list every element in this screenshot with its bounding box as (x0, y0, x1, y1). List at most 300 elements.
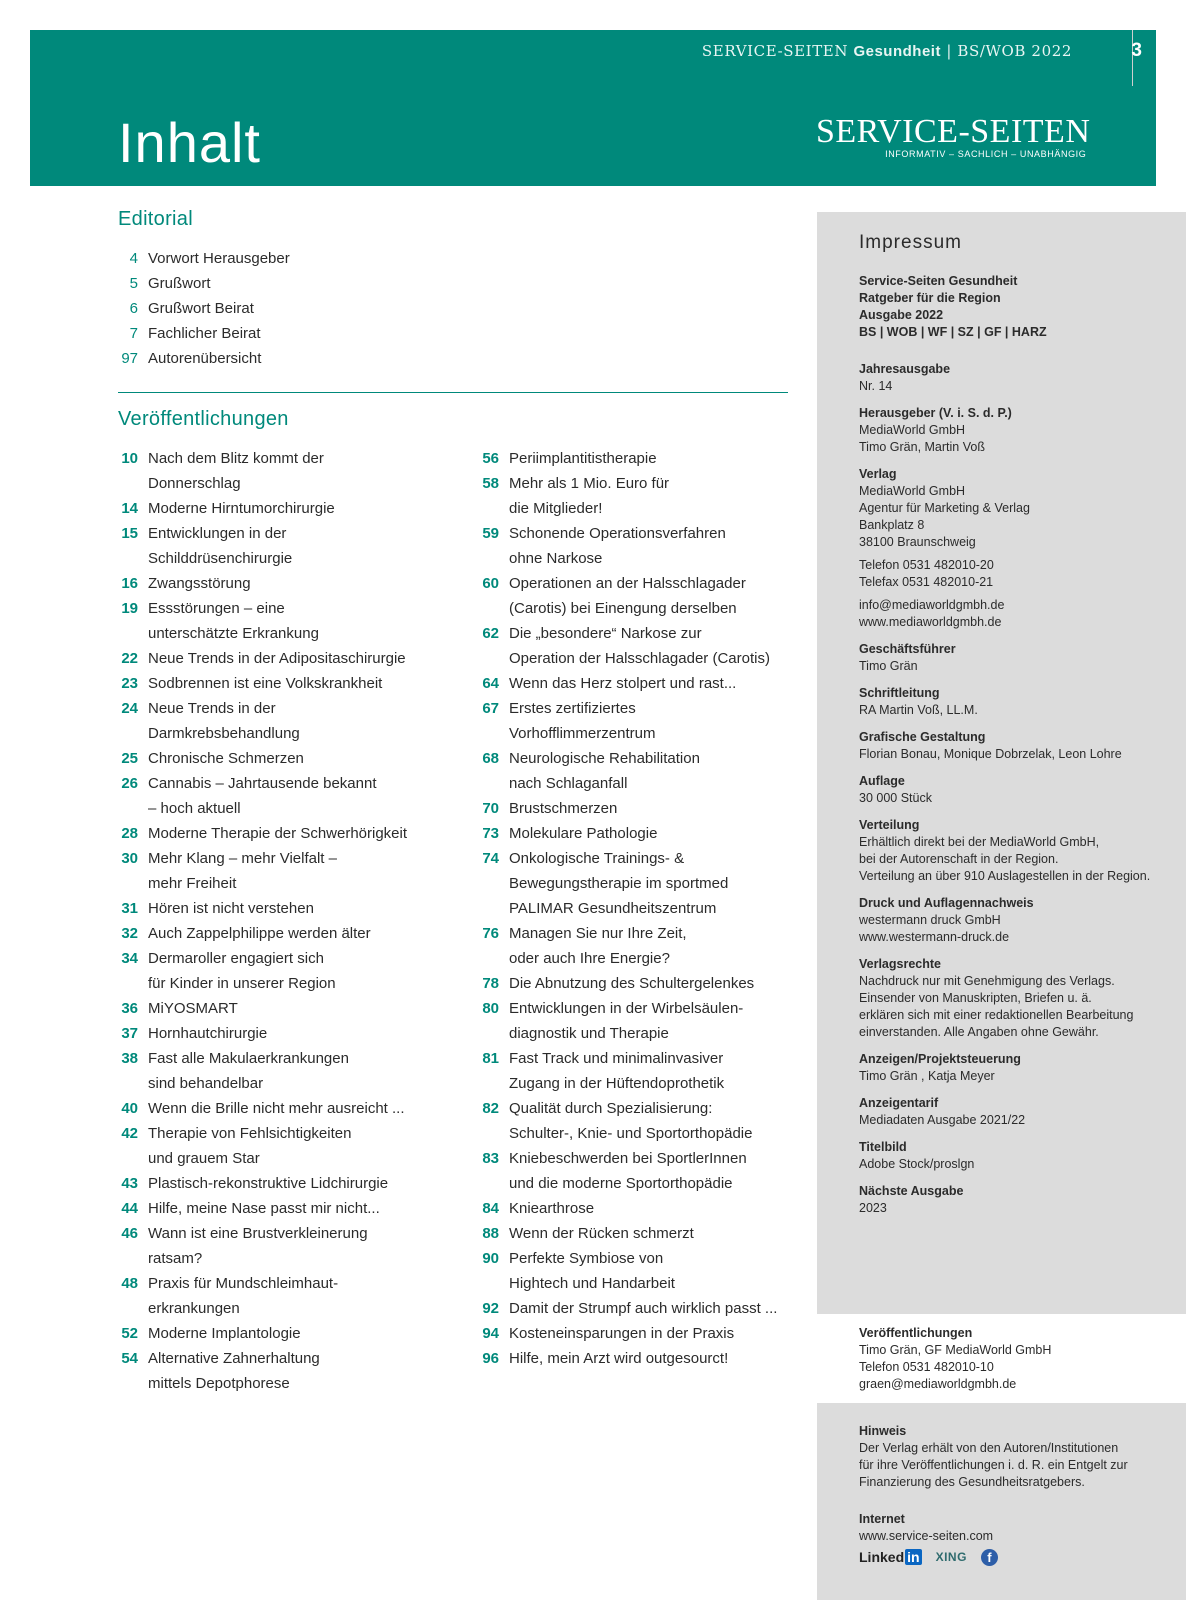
toc-entry (100, 521, 407, 546)
toc-page-number: 37 (121, 1025, 138, 1042)
toc-title: MiYOSMART (148, 1000, 238, 1017)
toc-title: für Kinder in unserer Region (148, 975, 336, 992)
toc-page-number: 62 (482, 625, 499, 642)
toc-entry-continuation (100, 1246, 407, 1271)
toc-title: nach Schlaganfall (509, 775, 628, 792)
toc-entry (100, 771, 407, 796)
toc-page-number: 43 (121, 1175, 138, 1192)
impressum-gestaltung (859, 729, 1179, 763)
impressum-verteilung (859, 817, 1179, 885)
toc-page-number (461, 646, 499, 671)
value: 2023 (859, 1201, 887, 1215)
toc-page-number: 80 (482, 1000, 499, 1017)
toc-page-number (100, 1071, 138, 1096)
toc-entry-continuation (461, 946, 777, 971)
logo-tagline: INFORMATIV – SACHLICH – UNABHÄNGIG (885, 149, 1087, 159)
publication-contact (859, 1325, 1179, 1393)
internet (859, 1511, 1179, 1566)
toc-title: Neurologische Rehabilitation (509, 750, 700, 767)
toc-page-number: 10 (121, 450, 138, 467)
publications-list-right (461, 446, 777, 1371)
toc-title: Grußwort (148, 275, 211, 292)
toc-page-number: 78 (482, 975, 499, 992)
toc-entry (100, 946, 407, 971)
toc-title: Schonende Operationsverfahren (509, 525, 726, 542)
toc-page-number: 48 (121, 1275, 138, 1292)
toc-title: Moderne Hirntumorchirurgie (148, 500, 335, 517)
label: Internet (859, 1512, 905, 1526)
toc-page-number: 76 (482, 925, 499, 942)
toc-entry (100, 896, 407, 921)
toc-page-number: 26 (121, 775, 138, 792)
editorial-list (100, 246, 290, 371)
toc-entry-continuation (100, 471, 407, 496)
toc-entry-continuation (100, 796, 407, 821)
toc-page-number (461, 1271, 499, 1296)
toc-title: (Carotis) bei Einengung derselben (509, 600, 737, 617)
impressum-verlag (859, 466, 1179, 631)
toc-page-number: 25 (121, 750, 138, 767)
toc-page-number: 60 (482, 575, 499, 592)
toc-entry-continuation (100, 1371, 407, 1396)
website-link[interactable]: www.mediaworldgmbh.de (859, 615, 1002, 629)
toc-page-number: 64 (482, 675, 499, 692)
toc-page-number (100, 1246, 138, 1271)
toc-page-number (461, 1021, 499, 1046)
toc-entry-continuation (461, 1171, 777, 1196)
toc-title: Auch Zappelphilippe werden älter (148, 925, 371, 942)
toc-title: Cannabis – Jahrtausende bekannt (148, 775, 377, 792)
toc-page-number: 70 (482, 800, 499, 817)
toc-page-number: 24 (121, 700, 138, 717)
toc-page-number: 90 (482, 1250, 499, 1267)
value: Verteilung an über 910 Auslagestellen in der Region. (859, 869, 1151, 883)
toc-entry (100, 646, 407, 671)
page-title: Inhalt (118, 111, 261, 174)
label: Hinweis (859, 1424, 907, 1438)
toc-title: Operation der Halsschlagader (Carotis) (509, 650, 770, 667)
impressum-anzeigentarif (859, 1095, 1179, 1129)
value: Finanzierung des Gesundheitsratgebers. (859, 1475, 1085, 1489)
toc-entry (100, 1171, 407, 1196)
value: Nr. 14 (859, 379, 893, 393)
toc-entry-continuation (461, 1121, 777, 1146)
toc-entry-continuation (461, 496, 777, 521)
toc-title: und grauem Star (148, 1150, 260, 1167)
impressum-gf (859, 641, 1179, 675)
email-link[interactable]: info@mediaworldgmbh.de (859, 598, 1005, 612)
publications-list-left (100, 446, 407, 1396)
impressum-druck (859, 895, 1179, 946)
toc-entry (461, 446, 777, 471)
toc-page-number: 14 (121, 500, 138, 517)
toc-entry-continuation (100, 1146, 407, 1171)
toc-entry (100, 1321, 407, 1346)
toc-page-number: 44 (121, 1200, 138, 1217)
toc-title: Managen Sie nur Ihre Zeit, (509, 925, 687, 942)
impressum-anzeigen (859, 1051, 1179, 1085)
toc-page-number: 31 (121, 900, 138, 917)
toc-entry-continuation (100, 871, 407, 896)
toc-title: Schulter-, Knie- und Sportorthopädie (509, 1125, 753, 1142)
label: Auflage (859, 774, 905, 788)
toc-entry (100, 821, 407, 846)
toc-entry (461, 796, 777, 821)
value: Einsender von Manuskripten, Briefen u. ä. (859, 991, 1092, 1005)
toc-title: erkrankungen (148, 1300, 240, 1317)
value: Timo Grän, Martin Voß (859, 440, 985, 454)
toc-title: Plastisch-rekonstruktive Lidchirurgie (148, 1175, 389, 1192)
toc-title: Sodbrennen ist eine Volkskrankheit (148, 675, 383, 692)
label: Schriftleitung (859, 686, 940, 700)
toc-page-number: 7 (129, 325, 138, 342)
value: Timo Grän , Katja Meyer (859, 1069, 995, 1083)
toc-title: Neue Trends in der Adipositaschirurgie (148, 650, 406, 667)
toc-title: Moderne Therapie der Schwerhörigkeit (148, 825, 408, 842)
toc-entry (100, 921, 407, 946)
value: MediaWorld GmbH (859, 484, 966, 498)
toc-page-number (461, 946, 499, 971)
impressum-naechste (859, 1183, 1179, 1217)
label: Titelbild (859, 1140, 907, 1154)
toc-entry (100, 1271, 407, 1296)
toc-entry (100, 1221, 407, 1246)
impressum-verlagsrechte (859, 956, 1179, 1041)
logo (816, 114, 1090, 159)
toc-title: Wenn das Herz stolpert und rast... (509, 675, 737, 692)
toc-title: sind behandelbar (148, 1075, 264, 1092)
toc-title: Hightech und Handarbeit (509, 1275, 675, 1292)
running-head-region: | BS/WOB 2022 (946, 42, 1072, 60)
publications-heading: Veröffentlichungen (118, 408, 289, 430)
toc-entry (461, 1296, 777, 1321)
toc-page-number: 32 (121, 925, 138, 942)
impressum-titelbild (859, 1139, 1179, 1173)
value: erklären sich mit einer redaktionellen Bearbeitung (859, 1008, 1134, 1022)
toc-title: Schilddrüsenchirurgie (148, 550, 293, 567)
value: für ihre Veröffentlichungen i. d. R. ein Entgelt zur (859, 1458, 1128, 1472)
toc-title: Die Abnutzung des Schultergelenkes (509, 975, 755, 992)
impressum-auflage (859, 773, 1179, 807)
toc-entry (461, 821, 777, 846)
toc-entry (461, 1096, 777, 1121)
header-banner (30, 30, 1156, 186)
toc-entry-continuation (461, 596, 777, 621)
toc-title: PALIMAR Gesundheitszentrum (509, 900, 717, 917)
toc-entry-continuation (100, 721, 407, 746)
toc-title: Hornhautchirurgie (148, 1025, 268, 1042)
toc-entry-continuation (461, 721, 777, 746)
toc-title: Dermaroller engagiert sich (148, 950, 324, 967)
toc-page-number (461, 596, 499, 621)
toc-title: Therapie von Fehlsichtigkeiten (148, 1125, 352, 1142)
toc-title: Fast Track und minimalinvasiver (509, 1050, 724, 1067)
toc-entry-continuation (100, 546, 407, 571)
toc-entry (461, 996, 777, 1021)
toc-title: Fachlicher Beirat (148, 325, 261, 342)
section-divider (118, 392, 788, 393)
impressum-schriftleitung (859, 685, 1179, 719)
toc-title: Wann ist eine Brustverkleinerung (148, 1225, 368, 1242)
toc-page-number: 94 (482, 1325, 499, 1342)
toc-title: Perfekte Symbiose von (509, 1250, 664, 1267)
toc-page-number: 56 (482, 450, 499, 467)
value: Timo Grän (859, 659, 918, 673)
pub-line: Service-Seiten Gesundheit (859, 274, 1018, 288)
toc-entry-continuation (461, 546, 777, 571)
fax: Telefax 0531 482010-21 (859, 575, 994, 589)
toc-entry (461, 1321, 777, 1346)
toc-entry (100, 246, 290, 271)
label: Nächste Ausgabe (859, 1184, 964, 1198)
toc-entry (461, 571, 777, 596)
value: Adobe Stock/proslgn (859, 1157, 975, 1171)
toc-title: Praxis für Mundschleimhaut- (148, 1275, 339, 1292)
toc-page-number (461, 1121, 499, 1146)
toc-title: Bewegungstherapie im sportmed (509, 875, 729, 892)
toc-entry-continuation (100, 971, 407, 996)
toc-page-number: 19 (121, 600, 138, 617)
toc-page-number: 23 (121, 675, 138, 692)
toc-page-number: 88 (482, 1225, 499, 1242)
toc-page-number: 40 (121, 1100, 138, 1117)
toc-page-number: 52 (121, 1325, 138, 1342)
toc-entry (100, 1196, 407, 1221)
toc-page-number: 36 (121, 1000, 138, 1017)
toc-page-number (461, 546, 499, 571)
value: Florian Bonau, Monique Dobrzelak, Leon Lohre (859, 747, 1122, 761)
toc-title: Molekulare Pathologie (509, 825, 658, 842)
facebook-icon[interactable]: f (981, 1549, 998, 1566)
impressum-herausgeber (859, 405, 1179, 456)
value: MediaWorld GmbH (859, 423, 966, 437)
toc-title: Moderne Implantologie (148, 1325, 301, 1342)
value: Timo Grän, GF MediaWorld GmbH (859, 1343, 1052, 1357)
email-link[interactable]: graen@mediaworldgmbh.de (859, 1377, 1017, 1391)
toc-entry (461, 746, 777, 771)
toc-title: Kniearthrose (509, 1200, 595, 1217)
toc-title: Mehr Klang – mehr Vielfalt – (148, 850, 337, 867)
toc-page-number (100, 546, 138, 571)
toc-page-number (461, 496, 499, 521)
value: bei der Autorenschaft in der Region. (859, 852, 1059, 866)
toc-page-number (100, 621, 138, 646)
label: Druck und Auflagennachweis (859, 896, 1034, 910)
label: Herausgeber (V. i. S. d. P.) (859, 406, 1012, 420)
toc-page-number: 82 (482, 1100, 499, 1117)
toc-title: Damit der Strumpf auch wirklich passt ... (509, 1300, 778, 1317)
toc-page-number (100, 871, 138, 896)
toc-title: Nach dem Blitz kommt der (148, 450, 324, 467)
toc-entry (100, 996, 407, 1021)
toc-page-number (100, 796, 138, 821)
label: Verteilung (859, 818, 920, 832)
toc-entry (461, 1146, 777, 1171)
toc-page-number: 68 (482, 750, 499, 767)
value: RA Martin Voß, LL.M. (859, 703, 978, 717)
value: westermann druck GmbH (859, 913, 1001, 927)
toc-title: Vorwort Herausgeber (148, 250, 290, 267)
editorial-heading: Editorial (118, 208, 193, 230)
toc-page-number (100, 971, 138, 996)
toc-entry (100, 1096, 407, 1121)
toc-page-number (461, 721, 499, 746)
toc-page-number: 81 (482, 1050, 499, 1067)
toc-title: Darmkrebsbehandlung (148, 725, 300, 742)
label: Verlag (859, 467, 897, 481)
pub-line: BS | WOB | WF | SZ | GF | HARZ (859, 325, 1047, 339)
toc-page-number: 30 (121, 850, 138, 867)
toc-page-number: 28 (121, 825, 138, 842)
linkedin-icon[interactable] (859, 1549, 922, 1566)
logo-name: SERVICE-SEITEN (816, 113, 1091, 150)
toc-page-number: 67 (482, 700, 499, 717)
toc-entry (100, 1021, 407, 1046)
toc-entry (100, 846, 407, 871)
toc-title: Periimplantitistherapie (509, 450, 657, 467)
toc-title: Autorenübersicht (148, 350, 262, 367)
toc-title: Brustschmerzen (509, 800, 618, 817)
toc-title: und die moderne Sportorthopädie (509, 1175, 733, 1192)
toc-page-number: 38 (121, 1050, 138, 1067)
toc-page-number (461, 1171, 499, 1196)
toc-title: Kosteneinsparungen in der Praxis (509, 1325, 735, 1342)
toc-title: Hören ist nicht verstehen (148, 900, 314, 917)
toc-page-number: 34 (121, 950, 138, 967)
toc-page-number (461, 771, 499, 796)
toc-title: Donnerschlag (148, 475, 241, 492)
toc-entry (461, 971, 777, 996)
value: 30 000 Stück (859, 791, 932, 805)
phone: Telefon 0531 482010-20 (859, 558, 994, 572)
toc-entry (461, 846, 777, 871)
toc-entry (100, 696, 407, 721)
toc-entry-continuation (461, 646, 777, 671)
toc-entry-continuation (461, 896, 777, 921)
toc-entry-continuation (461, 1071, 777, 1096)
toc-title: oder auch Ihre Energie? (509, 950, 670, 967)
toc-entry (461, 1221, 777, 1246)
toc-entry (100, 296, 290, 321)
toc-entry-continuation (461, 871, 777, 896)
toc-title: unterschätzte Erkrankung (148, 625, 319, 642)
toc-title: Zwangsstörung (148, 575, 251, 592)
toc-page-number: 84 (482, 1200, 499, 1217)
toc-entry (100, 496, 407, 521)
value: Der Verlag erhält von den Autoren/Institutionen (859, 1441, 1119, 1455)
label: Veröffentlichungen (859, 1326, 973, 1340)
running-head-series: SERVICE-SEITEN (701, 42, 849, 60)
toc-title: mittels Depotphorese (148, 1375, 290, 1392)
toc-title: ratsam? (148, 1250, 203, 1267)
toc-page-number: 58 (482, 475, 499, 492)
toc-entry (100, 571, 407, 596)
linkedin-word: Linked (859, 1549, 905, 1565)
value: Mediadaten Ausgabe 2021/22 (859, 1113, 1026, 1127)
toc-entry (100, 596, 407, 621)
toc-page-number: 4 (129, 250, 138, 267)
toc-page-number: 59 (482, 525, 499, 542)
toc-page-number: 5 (129, 275, 138, 292)
toc-title: Operationen an der Halsschlagader (509, 575, 746, 592)
toc-title: Onkologische Trainings- & (509, 850, 685, 867)
toc-page-number (461, 896, 499, 921)
toc-page-number: 46 (121, 1225, 138, 1242)
toc-entry (461, 1246, 777, 1271)
toc-page-number: 96 (482, 1350, 499, 1367)
pub-line: Ausgabe 2022 (859, 308, 944, 322)
toc-entry-continuation (461, 1021, 777, 1046)
toc-entry-continuation (100, 621, 407, 646)
hinweis (859, 1423, 1179, 1491)
page-number: 3 (1131, 40, 1142, 61)
toc-title: diagnostik und Therapie (509, 1025, 669, 1042)
toc-title: Entwicklungen in der Wirbelsäulen- (509, 1000, 744, 1017)
toc-page-number: 22 (121, 650, 138, 667)
xing-icon[interactable]: XING (935, 1550, 967, 1564)
toc-entry (461, 671, 777, 696)
toc-page-number: 6 (129, 300, 138, 317)
toc-title: Wenn der Rücken schmerzt (509, 1225, 694, 1242)
toc-title: Fast alle Makulaerkrankungen (148, 1050, 349, 1067)
toc-entry-continuation (100, 1071, 407, 1096)
label: Verlagsrechte (859, 957, 941, 971)
toc-page-number (461, 871, 499, 896)
label: Anzeigentarif (859, 1096, 939, 1110)
impressum-title: Impressum (859, 232, 962, 253)
toc-entry (100, 671, 407, 696)
value: Erhältlich direkt bei der MediaWorld GmbH, (859, 835, 1100, 849)
toc-title: Entwicklungen in der (148, 525, 287, 542)
impressum (859, 234, 1179, 1227)
toc-entry (461, 696, 777, 721)
toc-entry (100, 1346, 407, 1371)
toc-title: Zugang in der Hüftendoprothetik (509, 1075, 725, 1092)
website-link[interactable]: www.westermann-druck.de (859, 930, 1010, 944)
website-link[interactable]: www.service-seiten.com (859, 1529, 994, 1543)
toc-entry (100, 1046, 407, 1071)
toc-page-number (100, 471, 138, 496)
value: Bankplatz 8 (859, 518, 925, 532)
toc-title: Alternative Zahnerhaltung (148, 1350, 320, 1367)
value: Nachdruck nur mit Genehmigung des Verlags. (859, 974, 1115, 988)
toc-entry (100, 321, 290, 346)
toc-entry (461, 471, 777, 496)
toc-page-number: 42 (121, 1125, 138, 1142)
linkedin-in: in (907, 1549, 920, 1565)
toc-page-number (100, 1371, 138, 1396)
phone: Telefon 0531 482010-10 (859, 1360, 994, 1374)
label: Anzeigen/Projektsteuerung (859, 1052, 1021, 1066)
toc-page-number: 54 (121, 1350, 138, 1367)
impressum-jahresausgabe (859, 361, 1179, 395)
toc-page-number: 92 (482, 1300, 499, 1317)
toc-title: ohne Narkose (509, 550, 603, 567)
toc-title: Qualität durch Spezialisierung: (509, 1100, 713, 1117)
toc-title: Grußwort Beirat (148, 300, 254, 317)
toc-page-number: 97 (121, 350, 138, 367)
toc-entry (100, 446, 407, 471)
pub-line: Ratgeber für die Region (859, 291, 1001, 305)
toc-entry (100, 271, 290, 296)
toc-entry (100, 746, 407, 771)
toc-entry (461, 621, 777, 646)
toc-page-number (100, 721, 138, 746)
toc-title: Essstörungen – eine (148, 600, 285, 617)
toc-page-number: 73 (482, 825, 499, 842)
toc-title: die Mitglieder! (509, 500, 603, 517)
toc-page-number (100, 1146, 138, 1171)
